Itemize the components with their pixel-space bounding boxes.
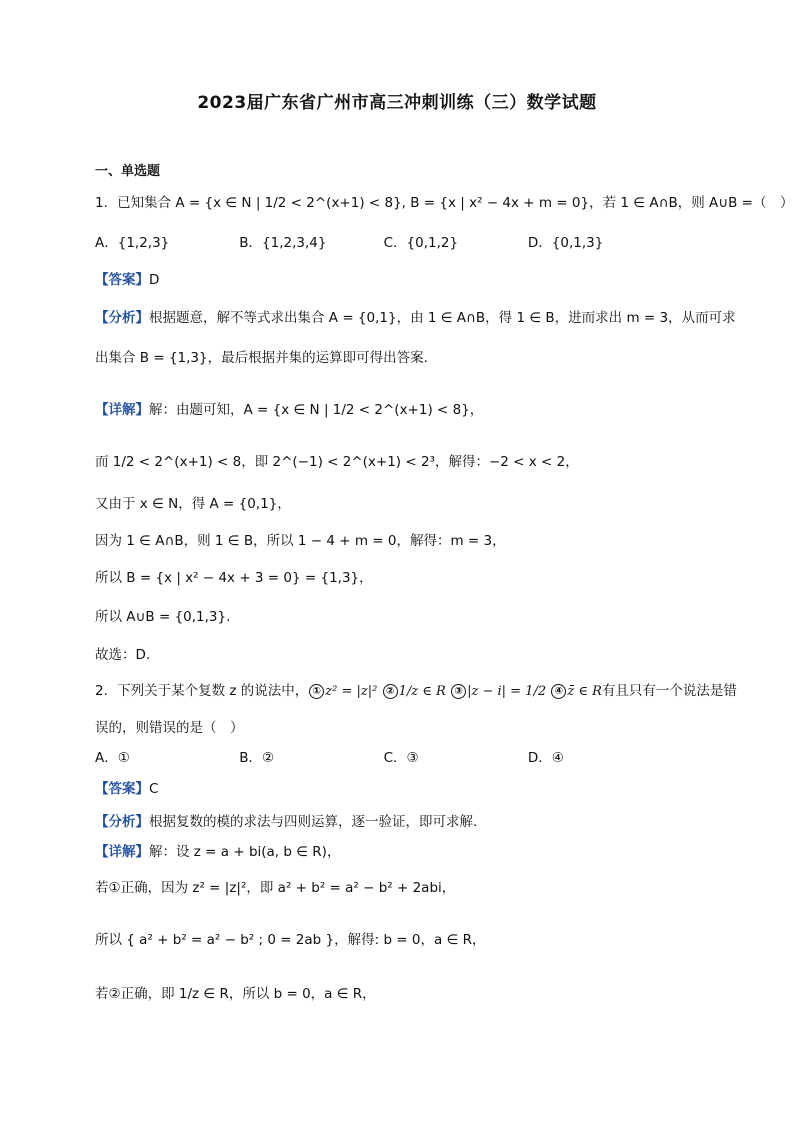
- question-2-stem-intro: 2．下列关于某个复数 z 的说法中，: [95, 683, 309, 699]
- page-title: 2023届广东省广州市高三冲刺训练（三）数学试题: [197, 93, 597, 113]
- statement-3: |z − i| = 1/2: [467, 684, 547, 699]
- question-1-options: [95, 233, 734, 253]
- circled-3-marker: ③: [451, 684, 466, 699]
- question-1-detail-line-4: 因为 1 ∈ A∩B，则 1 ∈ B，所以 1 − 4 + m = 0，解得：m = 3，: [95, 533, 506, 549]
- question-2-detail-line-2: 若①正确，因为 z² = |z|²，即 a² + b² = a² − b² + 2abi，: [95, 880, 456, 896]
- statement-1: z² = |z|²: [325, 684, 378, 699]
- question-1-stem: 1．已知集合 A = {x ∈ N | 1/2 < 2^(x+1) < 8}, B = {x | x² − 4x + m = 0}，若 1 ∈ A∩B，则 A∪B =（ ）: [95, 195, 794, 211]
- analysis-text: 根据复数的模的求法与四则运算，逐一验证，即可求解.: [149, 814, 478, 830]
- question-2-stem-line-1: [95, 681, 737, 702]
- question-1-detail-line-5: 所以 B = {x | x² − 4x + 3 = 0} = {1,3}，: [95, 570, 373, 586]
- question-2-analysis: [95, 812, 734, 832]
- question-2-detail-line-1: [95, 842, 734, 862]
- question-2-detail-line-3: 所以 { a² + b² = a² − b² ; 0 = 2ab }，解得: b = 0，a ∈ R，: [95, 932, 486, 948]
- question-1-detail-line-3: 又由于 x ∈ N，得 A = {0,1}，: [95, 496, 291, 512]
- question-2-stem-line-2: 误的，则错误的是（ ）: [95, 720, 244, 736]
- detail-label: 【详解】: [95, 402, 149, 418]
- question-1-conclusion: 故选：D.: [95, 647, 151, 663]
- question-1-detail-line-6: 所以 A∪B = {0,1,3}.: [95, 609, 231, 625]
- option-c: C．{0,1,2}: [383, 235, 459, 251]
- circled-4-marker: ④: [551, 684, 566, 699]
- question-1-detail-line-1: [95, 400, 734, 420]
- answer-value: C: [149, 781, 159, 797]
- statement-4: z̄ ∈ R: [567, 684, 602, 699]
- detail-label: 【详解】: [95, 844, 149, 860]
- question-2-options: [95, 748, 734, 768]
- detail-text: 解：设 z = a + bi(a, b ∈ R)，: [149, 844, 341, 860]
- option-a: A．①: [95, 750, 130, 766]
- question-2-stem-tail: 有且只有一个说法是错: [601, 683, 737, 699]
- analysis-text: 根据题意，解不等式求出集合 A = {0,1}，由 1 ∈ A∩B，得 1 ∈ B，进而求出 m = 3，从而可求: [149, 310, 736, 326]
- option-d: D．{0,1,3}: [527, 235, 604, 251]
- analysis-label: 【分析】: [95, 310, 149, 326]
- question-2-detail-line-4: 若②正确，即 1/z ∈ R，所以 b = 0，a ∈ R，: [95, 986, 376, 1002]
- answer-label: 【答案】: [95, 781, 149, 797]
- question-1-analysis-line-2: 出集合 B = {1,3}，最后根据并集的运算即可得出答案.: [95, 350, 428, 366]
- statement-2: 1/z ∈ R: [398, 684, 446, 699]
- answer-label: 【答案】: [95, 272, 149, 288]
- detail-text: 解：由题可知，A = {x ∈ N | 1/2 < 2^(x+1) < 8}，: [149, 402, 484, 418]
- circled-1-marker: ①: [309, 684, 324, 699]
- circled-2-marker: ②: [383, 684, 398, 699]
- option-b: B．②: [239, 750, 275, 766]
- question-2-answer: [95, 779, 734, 799]
- option-d: D．④: [527, 750, 564, 766]
- option-c: C．③: [383, 750, 419, 766]
- analysis-label: 【分析】: [95, 814, 149, 830]
- section-heading: 一、单选题: [95, 164, 161, 179]
- question-1-answer: [95, 270, 734, 290]
- question-1-detail-line-2: 而 1/2 < 2^(x+1) < 8，即 2^(−1) < 2^(x+1) < 2³，解得：−2 < x < 2，: [95, 454, 579, 470]
- option-a: A．{1,2,3}: [95, 235, 170, 251]
- answer-value: D: [149, 272, 160, 288]
- question-1-analysis-line-1: [95, 308, 734, 328]
- option-b: B．{1,2,3,4}: [239, 235, 327, 251]
